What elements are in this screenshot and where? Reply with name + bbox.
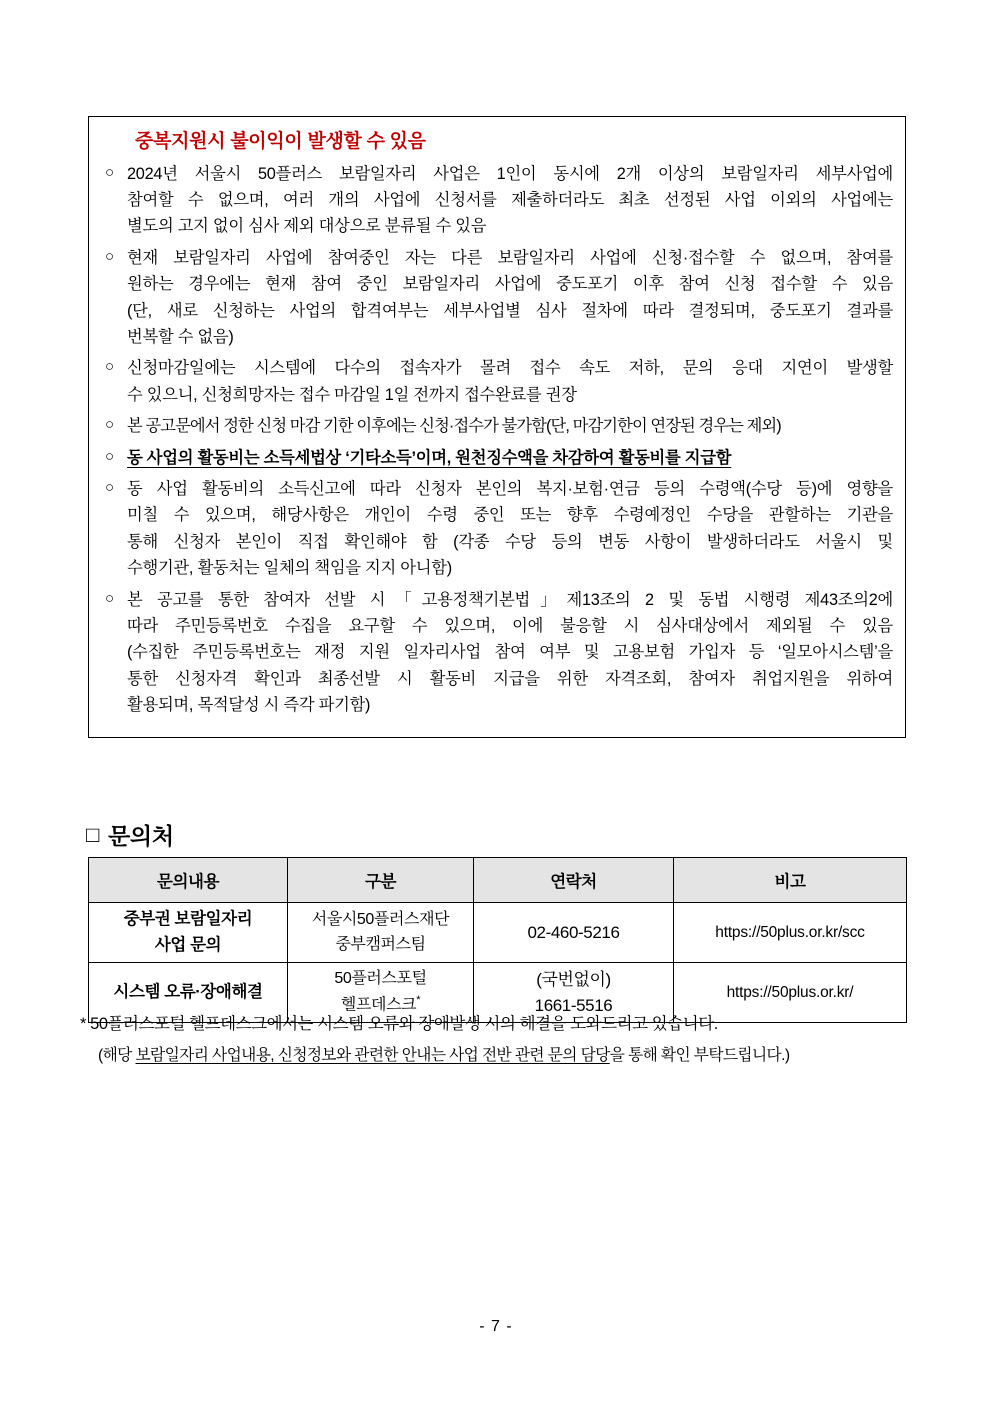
cell-line: (국번없이) — [536, 970, 611, 990]
notice-item — [101, 355, 893, 408]
footnote-line-1: * 50플러스포털 헬프데스크에서는 시스템 오류와 장애발생 시의 해결을 도와드리고 있습니다. — [80, 1015, 718, 1033]
footnote-prefix: (해당 — [98, 1047, 136, 1064]
notice-item — [101, 587, 893, 719]
cell-line: 서울시50플러스재단 — [311, 910, 450, 928]
notice-line: 따라 주민등록번호 수집을 요구할 수 있으며, 이에 불응할 시 심사대상에서 제외될 수 있음 — [127, 616, 893, 635]
section-heading-contacts — [86, 818, 174, 851]
notice-line: 동 사업의 활동비는 소득세법상 ‘기타소득’이며, 원천징수액을 차감하여 활동비를 지급함 — [127, 448, 732, 467]
table-header-note: 비고 — [674, 858, 907, 903]
notice-line: 통해 신청자 본인이 직접 확인해야 함 (각종 수당 등의 변동 사항이 발생하더라도 서울시 및 — [127, 532, 893, 551]
cell-line: 사업 문의 — [154, 935, 222, 954]
cell-line: 1661-5516 — [534, 995, 613, 1015]
notice-item-text — [127, 587, 893, 719]
cell-note: https://50plus.or.kr/scc — [674, 903, 907, 963]
notice-line: 별도의 고지 없이 심사 제외 대상으로 분류될 수 있음 — [127, 217, 487, 236]
cell-line: 중부캠퍼스팀 — [335, 935, 426, 953]
notice-line: (수집한 주민등록번호는 재정 지원 일자리사업 참여 여부 및 고용보험 가입자 등 ‘일모아시스템’을 — [127, 643, 893, 662]
notice-line: 수행기관, 활동처는 일체의 책임을 지지 아니함) — [127, 559, 452, 578]
cell-line: 50플러스포털 — [334, 970, 427, 988]
notice-line: 신청마감일에는 시스템에 다수의 접속자가 몰려 접수 속도 저하, 문의 응대 지연이 발생할 — [127, 359, 893, 378]
footnote-marker-icon: * — [416, 993, 421, 1006]
footnote-underlined: 보람일자리 사업내용, 신청정보와 관련한 안내는 사업 전반 관련 문의 담당 — [135, 1047, 610, 1064]
bullet-circle-icon: ○ — [105, 247, 115, 265]
cell-contact — [474, 903, 674, 963]
notice-item-text — [127, 445, 893, 471]
notice-line: 현재 보람일자리 사업에 참여중인 자는 다른 보람일자리 사업에 신청·접수할 수 없으며, 참여를 — [127, 248, 893, 267]
notice-item-text — [127, 355, 893, 408]
notice-line: 번복할 수 없음) — [127, 327, 234, 346]
notice-item — [101, 413, 893, 439]
notice-line: 원하는 경우에는 현재 참여 중인 보람일자리 사업에 중도포기 이후 참여 신청 접수할 수 있음 — [127, 275, 893, 294]
notice-item — [101, 161, 893, 240]
table-row — [89, 903, 907, 963]
notice-line: 2024년 서울시 50플러스 보람일자리 사업은 1인이 동시에 2개 이상의 보람일자리 세부사업에 — [127, 164, 893, 183]
notice-item-text — [127, 413, 893, 439]
notice-line: 미칠 수 있으며, 해당사항은 개인이 수령 중인 또는 향후 수령예정인 수당을 관할하는 기관을 — [127, 506, 893, 525]
footnote-suffix: 을 통해 확인 부탁드립니다.) — [609, 1047, 790, 1064]
cell-line: 02-460-5216 — [527, 922, 620, 942]
notice-line: 수 있으니, 신청희망자는 접수 마감일 1일 전까지 접수완료를 권장 — [127, 385, 577, 404]
table-header-division: 구분 — [288, 858, 474, 903]
square-bullet-icon: □ — [86, 821, 99, 847]
notice-item-emphasized — [101, 445, 893, 471]
cell-inquiry — [89, 903, 288, 963]
table-header-row — [89, 858, 907, 903]
notice-line: (단, 새로 신청하는 사업의 합격여부는 세부사업별 심사 절차에 따라 결정되며, 중도포기 결과를 — [127, 301, 893, 320]
notice-line: 동 사업 활동비의 소득신고에 따라 신청자 본인의 복지·보험·연금 등의 수령액(수당 등)에 영향을 — [127, 479, 893, 498]
notice-line: 활용되며, 목적달성 시 즉각 파기함) — [127, 696, 371, 715]
notice-item-text — [127, 245, 893, 351]
notice-item — [101, 245, 893, 351]
table-header-contact: 연락처 — [474, 858, 674, 903]
cell-line: 시스템 오류·장애해결 — [113, 982, 263, 1001]
notice-item — [101, 476, 893, 582]
cell-line-text: 헬프데스크 — [340, 996, 417, 1014]
bullet-circle-icon: ○ — [105, 478, 115, 496]
notice-item-text — [127, 476, 893, 582]
bullet-circle-icon: ○ — [105, 358, 115, 376]
notice-line: 본 공고문에서 정한 신청 마감 기한 이후에는 신청·접수가 불가함(단, 마감기한이 연장된 경우는 제외) — [127, 417, 781, 436]
notice-item-text — [127, 161, 893, 240]
bullet-circle-icon: ○ — [105, 416, 115, 434]
section-heading-label: 문의처 — [108, 823, 174, 849]
notice-line: 참여할 수 없으며, 여러 개의 사업에 신청서를 제출하더라도 최초 선정된 사업 이외의 사업에는 — [127, 191, 893, 210]
notice-title: 중복지원시 불이익이 발생할 수 있음 — [135, 131, 426, 152]
contacts-table — [88, 857, 907, 1023]
notice-box — [88, 116, 906, 738]
table-header-inquiry: 문의내용 — [89, 858, 288, 903]
notice-line: 통한 신청자격 확인과 최종선발 시 활동비 지급을 위한 자격조회, 참여자 취업지원을 위하여 — [127, 669, 893, 688]
cell-division — [288, 903, 474, 963]
bullet-circle-icon: ○ — [105, 163, 115, 181]
cell-note: https://50plus.or.kr/ — [674, 963, 907, 1023]
bullet-circle-icon: ○ — [105, 589, 115, 607]
page-number: - 7 - — [479, 1318, 513, 1335]
cell-line: 중부권 보람일자리 — [123, 910, 253, 928]
notice-line: 본 공고를 통한 참여자 선발 시「고용정책기본법」제13조의 2 및 동법 시행령 제43조의2에 — [127, 590, 893, 609]
footnote-line-2 — [98, 1043, 958, 1065]
bullet-circle-icon: ○ — [105, 447, 115, 465]
